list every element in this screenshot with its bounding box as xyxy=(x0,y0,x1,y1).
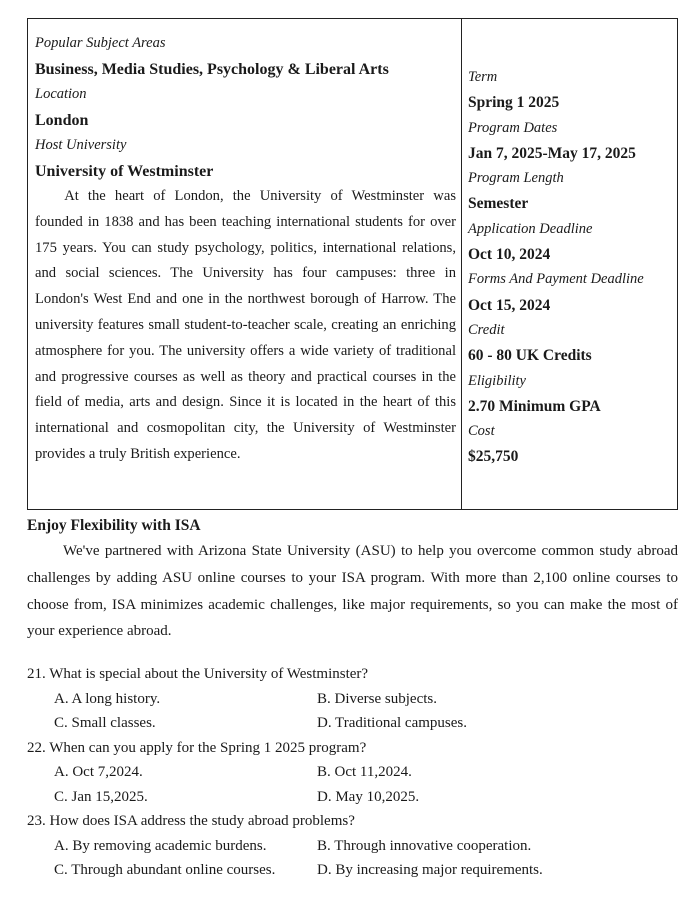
option-row xyxy=(27,711,678,736)
option-a[interactable]: A. A long history. xyxy=(54,690,161,707)
option-c[interactable]: C. Through abundant online courses. xyxy=(54,862,276,878)
option-row xyxy=(27,687,678,712)
credit-label: Credit xyxy=(468,321,505,338)
application-deadline-value: Oct 10, 2024 xyxy=(468,246,551,264)
option-b[interactable]: B. Diverse subjects. xyxy=(317,690,437,707)
forms-deadline-label: Forms And Payment Deadline xyxy=(468,271,644,288)
option-d[interactable]: D. May 10,2025. xyxy=(317,788,420,805)
question-stem: 23. How does ISA address the study abroad problems? xyxy=(27,813,355,829)
subject-areas-label: Popular Subject Areas xyxy=(35,35,166,51)
question-23 xyxy=(27,809,678,883)
question-22 xyxy=(27,736,678,810)
eligibility-label: Eligibility xyxy=(468,372,526,389)
eligibility-value: 2.70 Minimum GPA xyxy=(468,397,601,415)
program-length-label: Program Length xyxy=(468,170,564,187)
option-d[interactable]: D. By increasing major requirements. xyxy=(317,862,543,878)
option-d[interactable]: D. Traditional campuses. xyxy=(317,715,467,731)
program-info-table xyxy=(27,18,678,510)
forms-deadline-value: Oct 15, 2024 xyxy=(468,296,551,314)
option-c[interactable]: C. Small classes. xyxy=(54,715,156,731)
program-details xyxy=(462,19,677,509)
question-list xyxy=(27,662,678,883)
host-university-value: University of Westminster xyxy=(35,162,214,180)
option-row xyxy=(27,858,678,883)
section-body: We've partnered with Arizona State University (ASU) to help you overcome common study abroad challenges by adding ASU online courses to your ISA program. With more than 2,100 online courses to choose from, ISA minimizes academic challenges, like major requirements, so you can make the most of your experience abroad. xyxy=(27,543,678,640)
option-b[interactable]: B. Oct 11,2024. xyxy=(317,764,412,780)
option-row xyxy=(27,760,678,785)
question-stem: 21. What is special about the University of Westminster? xyxy=(27,666,369,682)
option-row xyxy=(27,785,678,810)
location-label: Location xyxy=(35,86,87,102)
program-dates-value: Jan 7, 2025-May 17, 2025 xyxy=(468,144,636,162)
university-description: At the heart of London, the University of Westminster was founded in 1838 and has been teaching international students for over 175 years. You can study psychology, politics, international relations, and social sciences. The University has four campuses: three in London's West End and one in the northwest borough of Harrow. The university features small student-to-teacher scale, creating an enriching atmosphere for you. The university offers a wide variety of traditional and progressive courses as well as theory and practical courses in the field of media, arts and design. Since it is located in the heart of this international and cosmopolitan city, the University of Westminster provides a truly British experience. xyxy=(35,188,456,462)
question-21 xyxy=(27,662,678,736)
host-university-label: Host University xyxy=(35,137,127,153)
option-a[interactable]: A. By removing academic burdens. xyxy=(54,837,267,854)
option-c[interactable]: C. Jan 15,2025. xyxy=(54,788,148,805)
application-deadline-label: Application Deadline xyxy=(468,220,593,237)
term-label: Term xyxy=(468,69,498,85)
section-title: Enjoy Flexibility with ISA xyxy=(27,517,201,534)
program-length-value: Semester xyxy=(468,195,529,213)
option-row xyxy=(27,834,678,859)
subject-areas-value: Business, Media Studies, Psychology & Liberal Arts xyxy=(35,60,389,78)
cost-label: Cost xyxy=(468,423,495,440)
credit-value: 60 - 80 UK Credits xyxy=(468,347,592,365)
isa-section xyxy=(27,514,678,645)
program-dates-label: Program Dates xyxy=(468,119,558,136)
option-b[interactable]: B. Through innovative cooperation. xyxy=(317,837,532,854)
cost-value: $25,750 xyxy=(468,448,519,466)
term-value: Spring 1 2025 xyxy=(468,94,560,112)
question-stem: 22. When can you apply for the Spring 1 2025 program? xyxy=(27,739,367,756)
university-overview xyxy=(28,19,462,509)
location-value: London xyxy=(35,111,89,129)
option-a[interactable]: A. Oct 7,2024. xyxy=(54,764,143,780)
